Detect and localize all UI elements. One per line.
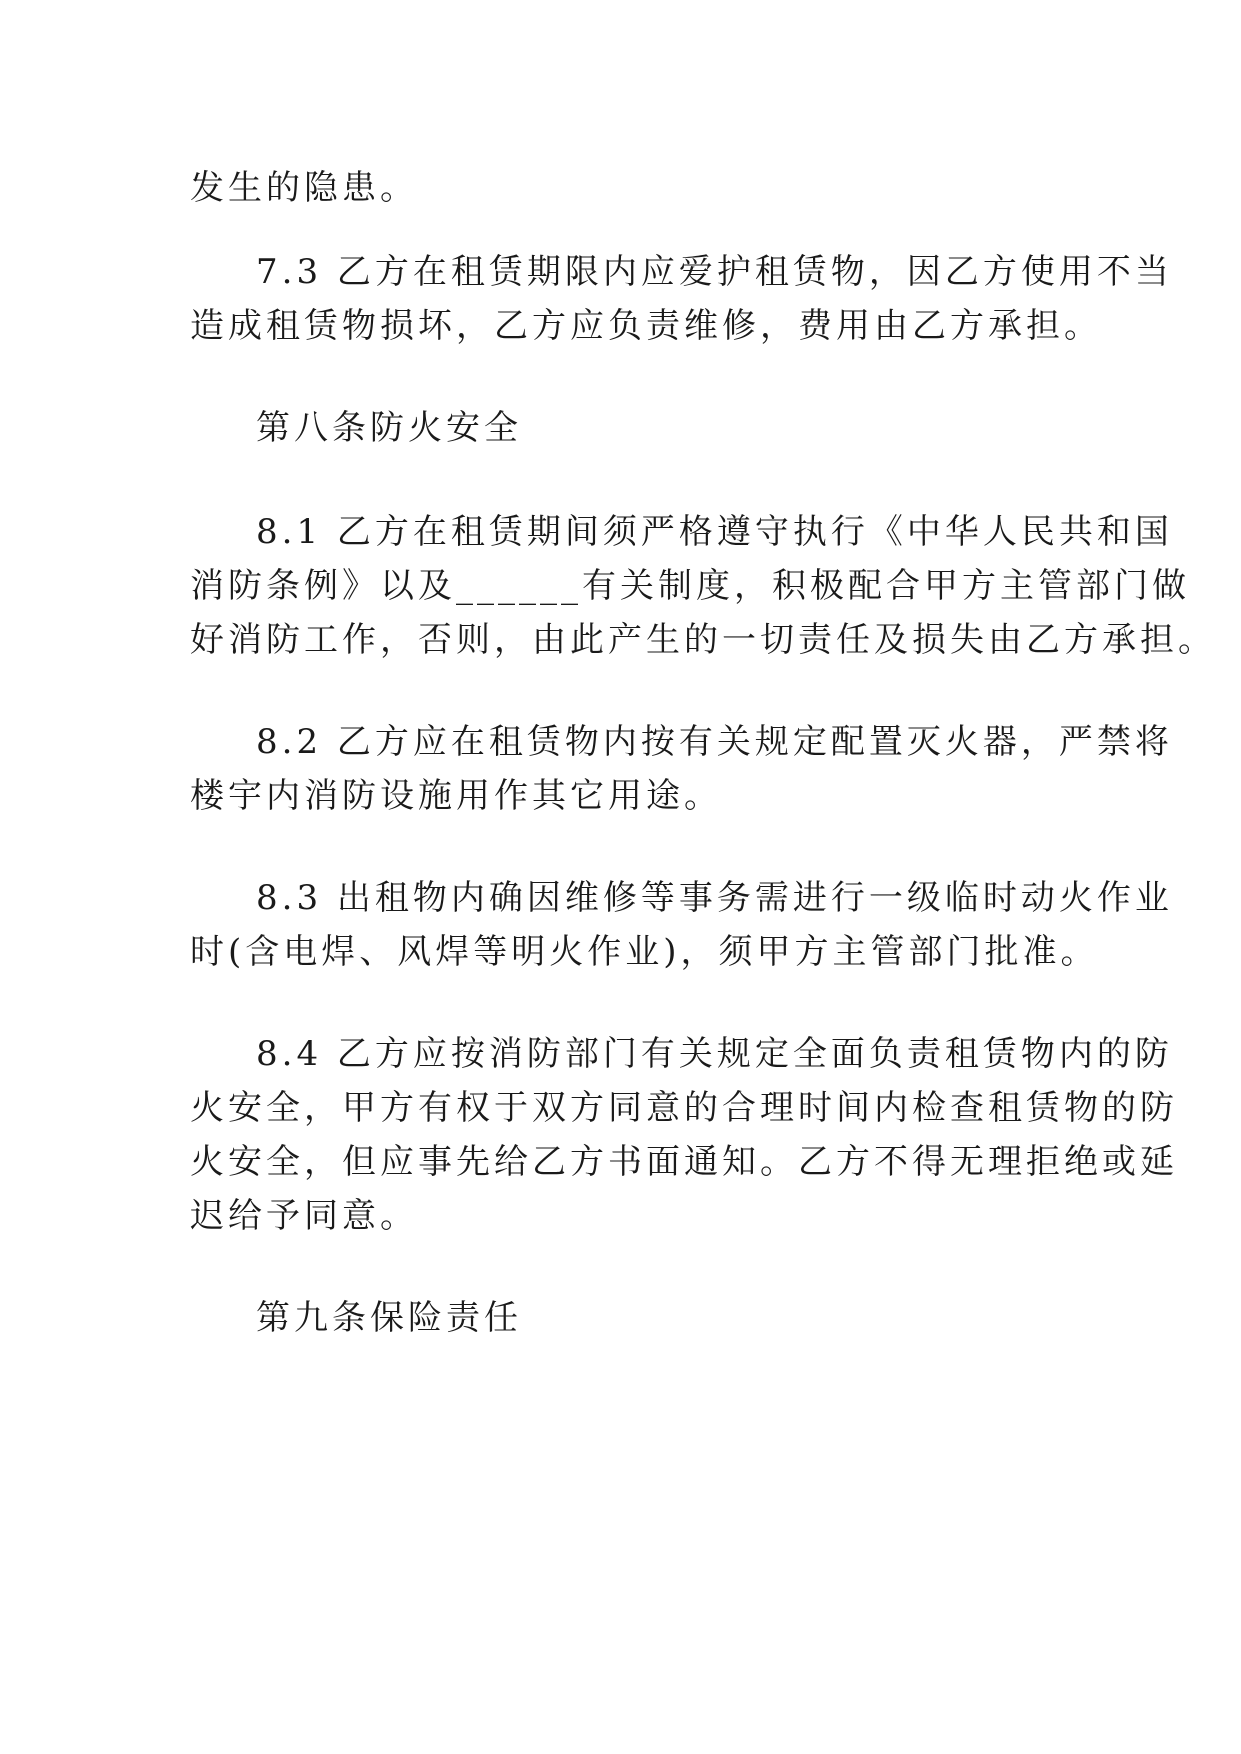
clause-8-1-line-2: 消防条例》以及______有关制度，积极配合甲方主管部门做 xyxy=(190,566,1190,606)
clause-8-3-line-1: 8.3 出租物内确因维修等事务需进行一级临时动火作业 xyxy=(256,878,1173,918)
clause-8-4-line-1: 8.4 乙方应按消防部门有关规定全面负责租赁物内的防 xyxy=(256,1034,1173,1074)
article-8-heading: 第八条防火安全 xyxy=(256,408,522,448)
article-9-heading: 第九条保险责任 xyxy=(256,1298,522,1338)
clause-8-4-line-4: 迟给予同意。 xyxy=(190,1196,418,1236)
clause-7-3-line-2: 造成租赁物损坏，乙方应负责维修，费用由乙方承担。 xyxy=(190,306,1102,346)
clause-8-1-line-3: 好消防工作，否则，由此产生的一切责任及损失由乙方承担。 xyxy=(190,620,1216,660)
clause-8-2-line-2: 楼宇内消防设施用作其它用途。 xyxy=(190,776,722,816)
clause-8-3-line-2: 时(含电焊、风焊等明火作业)，须甲方主管部门批准。 xyxy=(190,932,1099,972)
clause-8-4-line-3: 火安全，但应事先给乙方书面通知。乙方不得无理拒绝或延 xyxy=(190,1142,1178,1182)
clause-8-4-line-2: 火安全，甲方有权于双方同意的合理时间内检查租赁物的防 xyxy=(190,1088,1178,1128)
paragraph-continuation-line-1: 发生的隐患。 xyxy=(190,168,418,208)
clause-7-3-line-1: 7.3 乙方在租赁期限内应爱护租赁物，因乙方使用不当 xyxy=(256,252,1173,292)
clause-8-2-line-1: 8.2 乙方应在租赁物内按有关规定配置灭火器，严禁将 xyxy=(256,722,1173,762)
clause-8-1-line-1: 8.1 乙方在租赁期间须严格遵守执行《中华人民共和国 xyxy=(256,512,1173,552)
